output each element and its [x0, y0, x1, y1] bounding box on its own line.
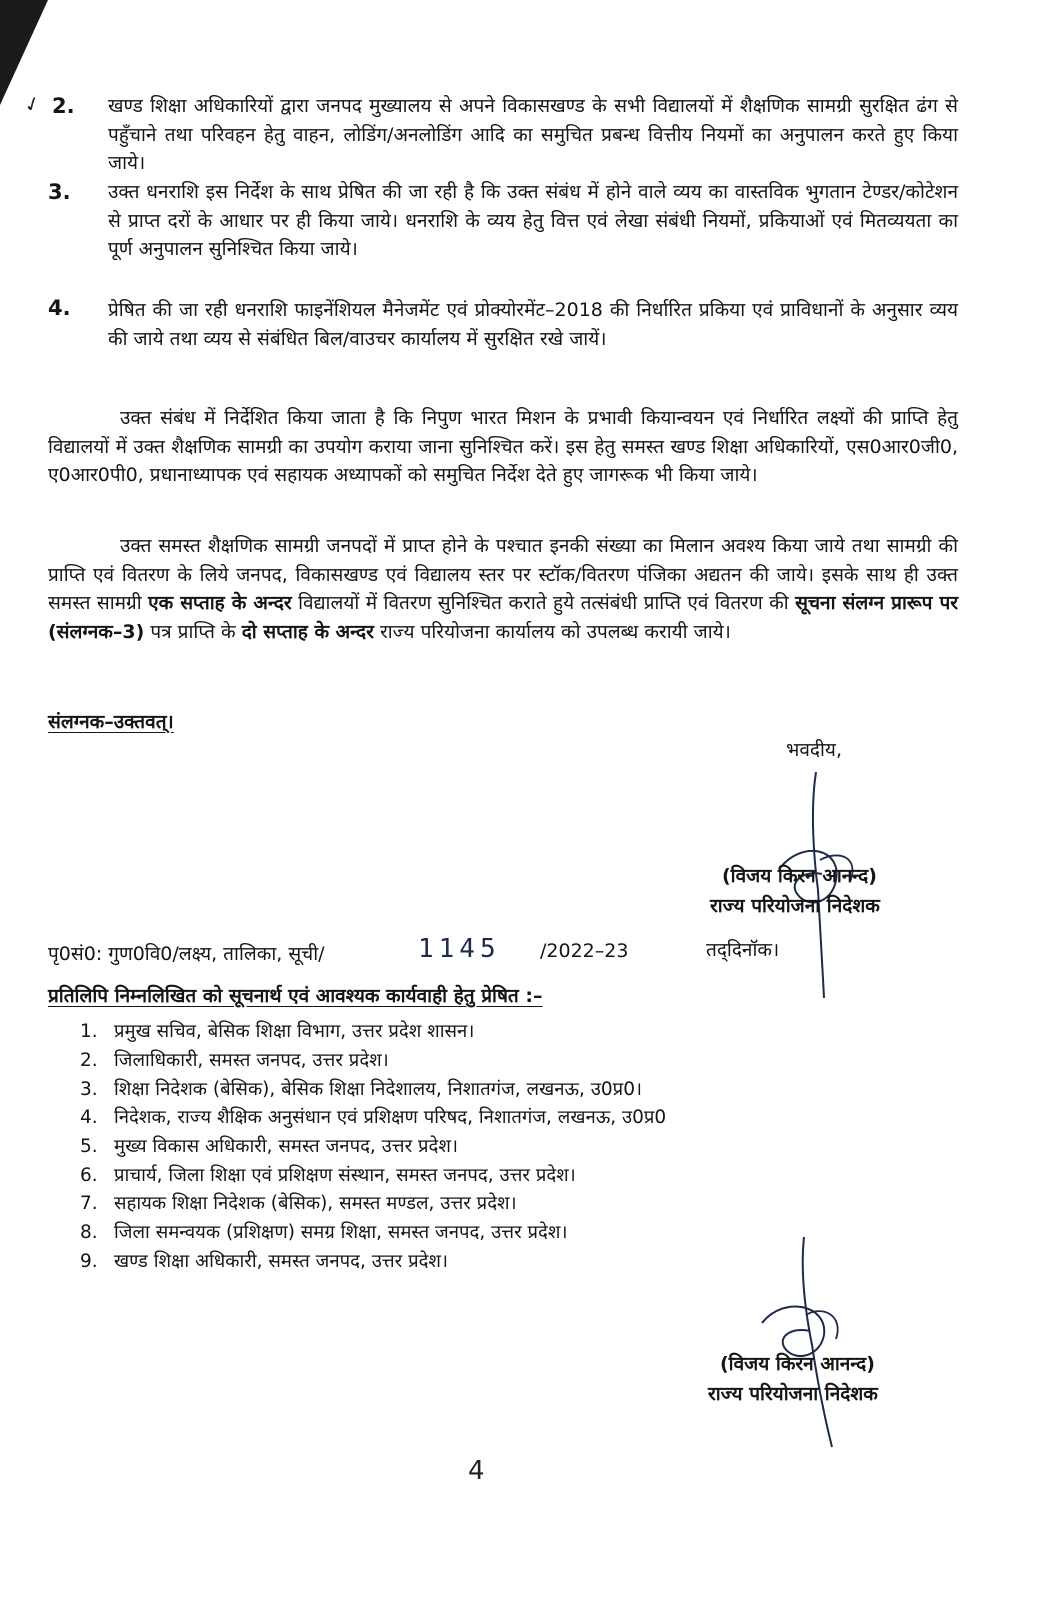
copy-to-heading: प्रतिलिपि निम्नलिखित को सूचनार्थ एवं आवश्यक कार्यवाही हेतु प्रेषित :– — [48, 985, 543, 1007]
copy-recipient: 9. खण्ड शिक्षा अधिकारी, समस्त जनपद, उत्तर प्रदेश। — [80, 1251, 449, 1272]
reference-date: तद्‌दिनॉक। — [706, 939, 780, 961]
copy-recipient: 3. शिक्षा निदेशक (बेसिक), बेसिक शिक्षा निदेशालय, निशातगंज, लखनऊ, उ0प्र0। — [80, 1079, 642, 1100]
distribution-text-1: उक्त समस्त शैक्षणिक सामग्री जनपदों में प्राप्त होने के पश्चात इनकी संख्या का मिलान अवश्य किया जाये तथा सामग्री की प्राप्ति एवं वितरण के लिये जनपद, विकासखण्ड एवं विद्यालय स्तर पर स्टॉक/वितरण पंजिका अद्यतन की जाये। इसके साथ ही उक्त समस्त सामग्री — [48, 535, 958, 614]
copy-recipient: 6. प्राचार्य, जिला शिक्षा एवं प्रशिक्षण संस्थान, समस्त जनपद, उत्तर प्रदेश। — [80, 1165, 576, 1186]
copy-recipient: 4. निदेशक, राज्य शैक्षिक अनुसंधान एवं प्रशिक्षण परिषद, निशातगंज, लखनऊ, उ0प्र0 — [80, 1107, 667, 1128]
annexure-reference: सूचना संलग्न प्रारूप पर (संलग्नक–3) — [48, 592, 959, 643]
copy-recipient: 8. जिला समन्वयक (प्रशिक्षण) समग्र शिक्षा, समस्त जनपद, उत्तर प्रदेश। — [80, 1222, 568, 1243]
instruction-paragraph: उक्त संबंध में निर्देशित किया जाता है कि निपुण भारत मिशन के प्रभावी कियान्वयन एवं निर्धारित लक्ष्यों की प्राप्ति हेतु विद्यालयों में उक्त शैक्षणिक सामग्री का उपयोग कराया जाना सुनिश्चित करें। इस हेतु समस्त खण्ड शिक्षा अधिकारियों, एस0आर0जी0, ए0आर0पी0, प्रधानाध्यापक एवं सहायक अध्यापकों को समुचित निर्देश देते हुए जागरूक भी किया जाये। — [48, 407, 958, 486]
signatory-name: (विजय किरन आनन्द) — [720, 1353, 875, 1375]
copy-recipient: 1. प्रमुख सचिव, बेसिक शिक्षा विभाग, उत्तर प्रदेश शासन। — [80, 1021, 475, 1042]
distribution-paragraph — [48, 532, 958, 646]
handwritten-signature — [740, 1235, 880, 1450]
distribution-text-2: विद्यालयों में वितरण सुनिश्चित कराते हुये तत्संबंधी प्राप्ति एवं वितरण की — [298, 592, 789, 614]
reference-number: पृ0सं0: गुण0वि0/लक्ष्य, तालिका, सूची/ — [48, 943, 325, 965]
point-number: 4. — [48, 296, 71, 320]
copy-recipient: 7. सहायक शिक्षा निदेशक (बेसिक), समस्त मण्डल, उत्तर प्रदेश। — [80, 1193, 517, 1214]
distribution-text-4: राज्य परियोजना कार्यालय को उपलब्ध करायी जाये। — [379, 620, 731, 643]
point-number: 3. — [48, 180, 71, 204]
handwritten-dispatch-number: 1145 — [418, 934, 501, 964]
point-text: प्रेषित की जा रही धनराशि फाइनेंशियल मैनेजमेंट एवं प्रोक्योरमेंट–2018 की निर्धारित प्रकिया एवं प्राविधानों के अनुसार व्यय की जाये तथा व्यय से संबंधित बिल/वाउचर कार्यालय में सुरक्षित रखे जायें। — [108, 299, 958, 350]
pen-tick-mark: ✓ — [20, 89, 45, 119]
reference-year: /2022–23 — [540, 940, 629, 962]
point-text: उक्त धनराशि इस निर्देश के साथ प्रेषित की जा रही है कि उक्त संबंध में होने वाले व्यय का वास्तविक भुगतान टेण्डर/कोटेशन से प्राप्त दरों के आधार पर ही किया जाये। धनराशि के व्यय हेतु वित्त एवं लेखा संबंधी नियमों, प्रकियाओं एवं मितव्ययता का पूर्ण अनुपालन सुनिश्चित किया जाये। — [108, 181, 958, 260]
scan-edge-shadow — [0, 0, 48, 105]
signatory-name: (विजय किरन आनन्द) — [722, 865, 877, 887]
distribution-text-3: पत्र प्राप्ति के — [150, 620, 236, 643]
deadline-two-weeks: दो सप्ताह के अन्दर — [241, 620, 374, 643]
copy-recipient: 2. जिलाधिकारी, समस्त जनपद, उत्तर प्रदेश। — [80, 1050, 389, 1071]
enclosure-note: संलग्नक–उक्तवत्। — [48, 711, 174, 733]
signatory-designation: राज्य परियोजना निदेशक — [710, 895, 880, 917]
page-number: 4 — [468, 1456, 485, 1486]
point-text: खण्ड शिक्षा अधिकारियों द्वारा जनपद मुख्यालय से अपने विकासखण्ड के सभी विद्यालयों में शैक्षणिक सामग्री सुरक्षित ढंग से पहुँचाने तथा परिवहन हेतु वाहन, लोडिंग/अनलोडिंग आदि का समुचित प्रबन्ध वित्तीय नियमों का अनुपालन करते हुए किया जाये। — [108, 95, 958, 174]
closing-salutation: भवदीय, — [786, 739, 842, 761]
signatory-designation: राज्य परियोजना निदेशक — [708, 1383, 878, 1405]
copy-recipient: 5. मुख्य विकास अधिकारी, समस्त जनपद, उत्तर प्रदेश। — [80, 1136, 458, 1157]
point-number: 2. — [52, 94, 75, 118]
deadline-one-week: एक सप्ताह के अन्दर — [148, 592, 292, 614]
